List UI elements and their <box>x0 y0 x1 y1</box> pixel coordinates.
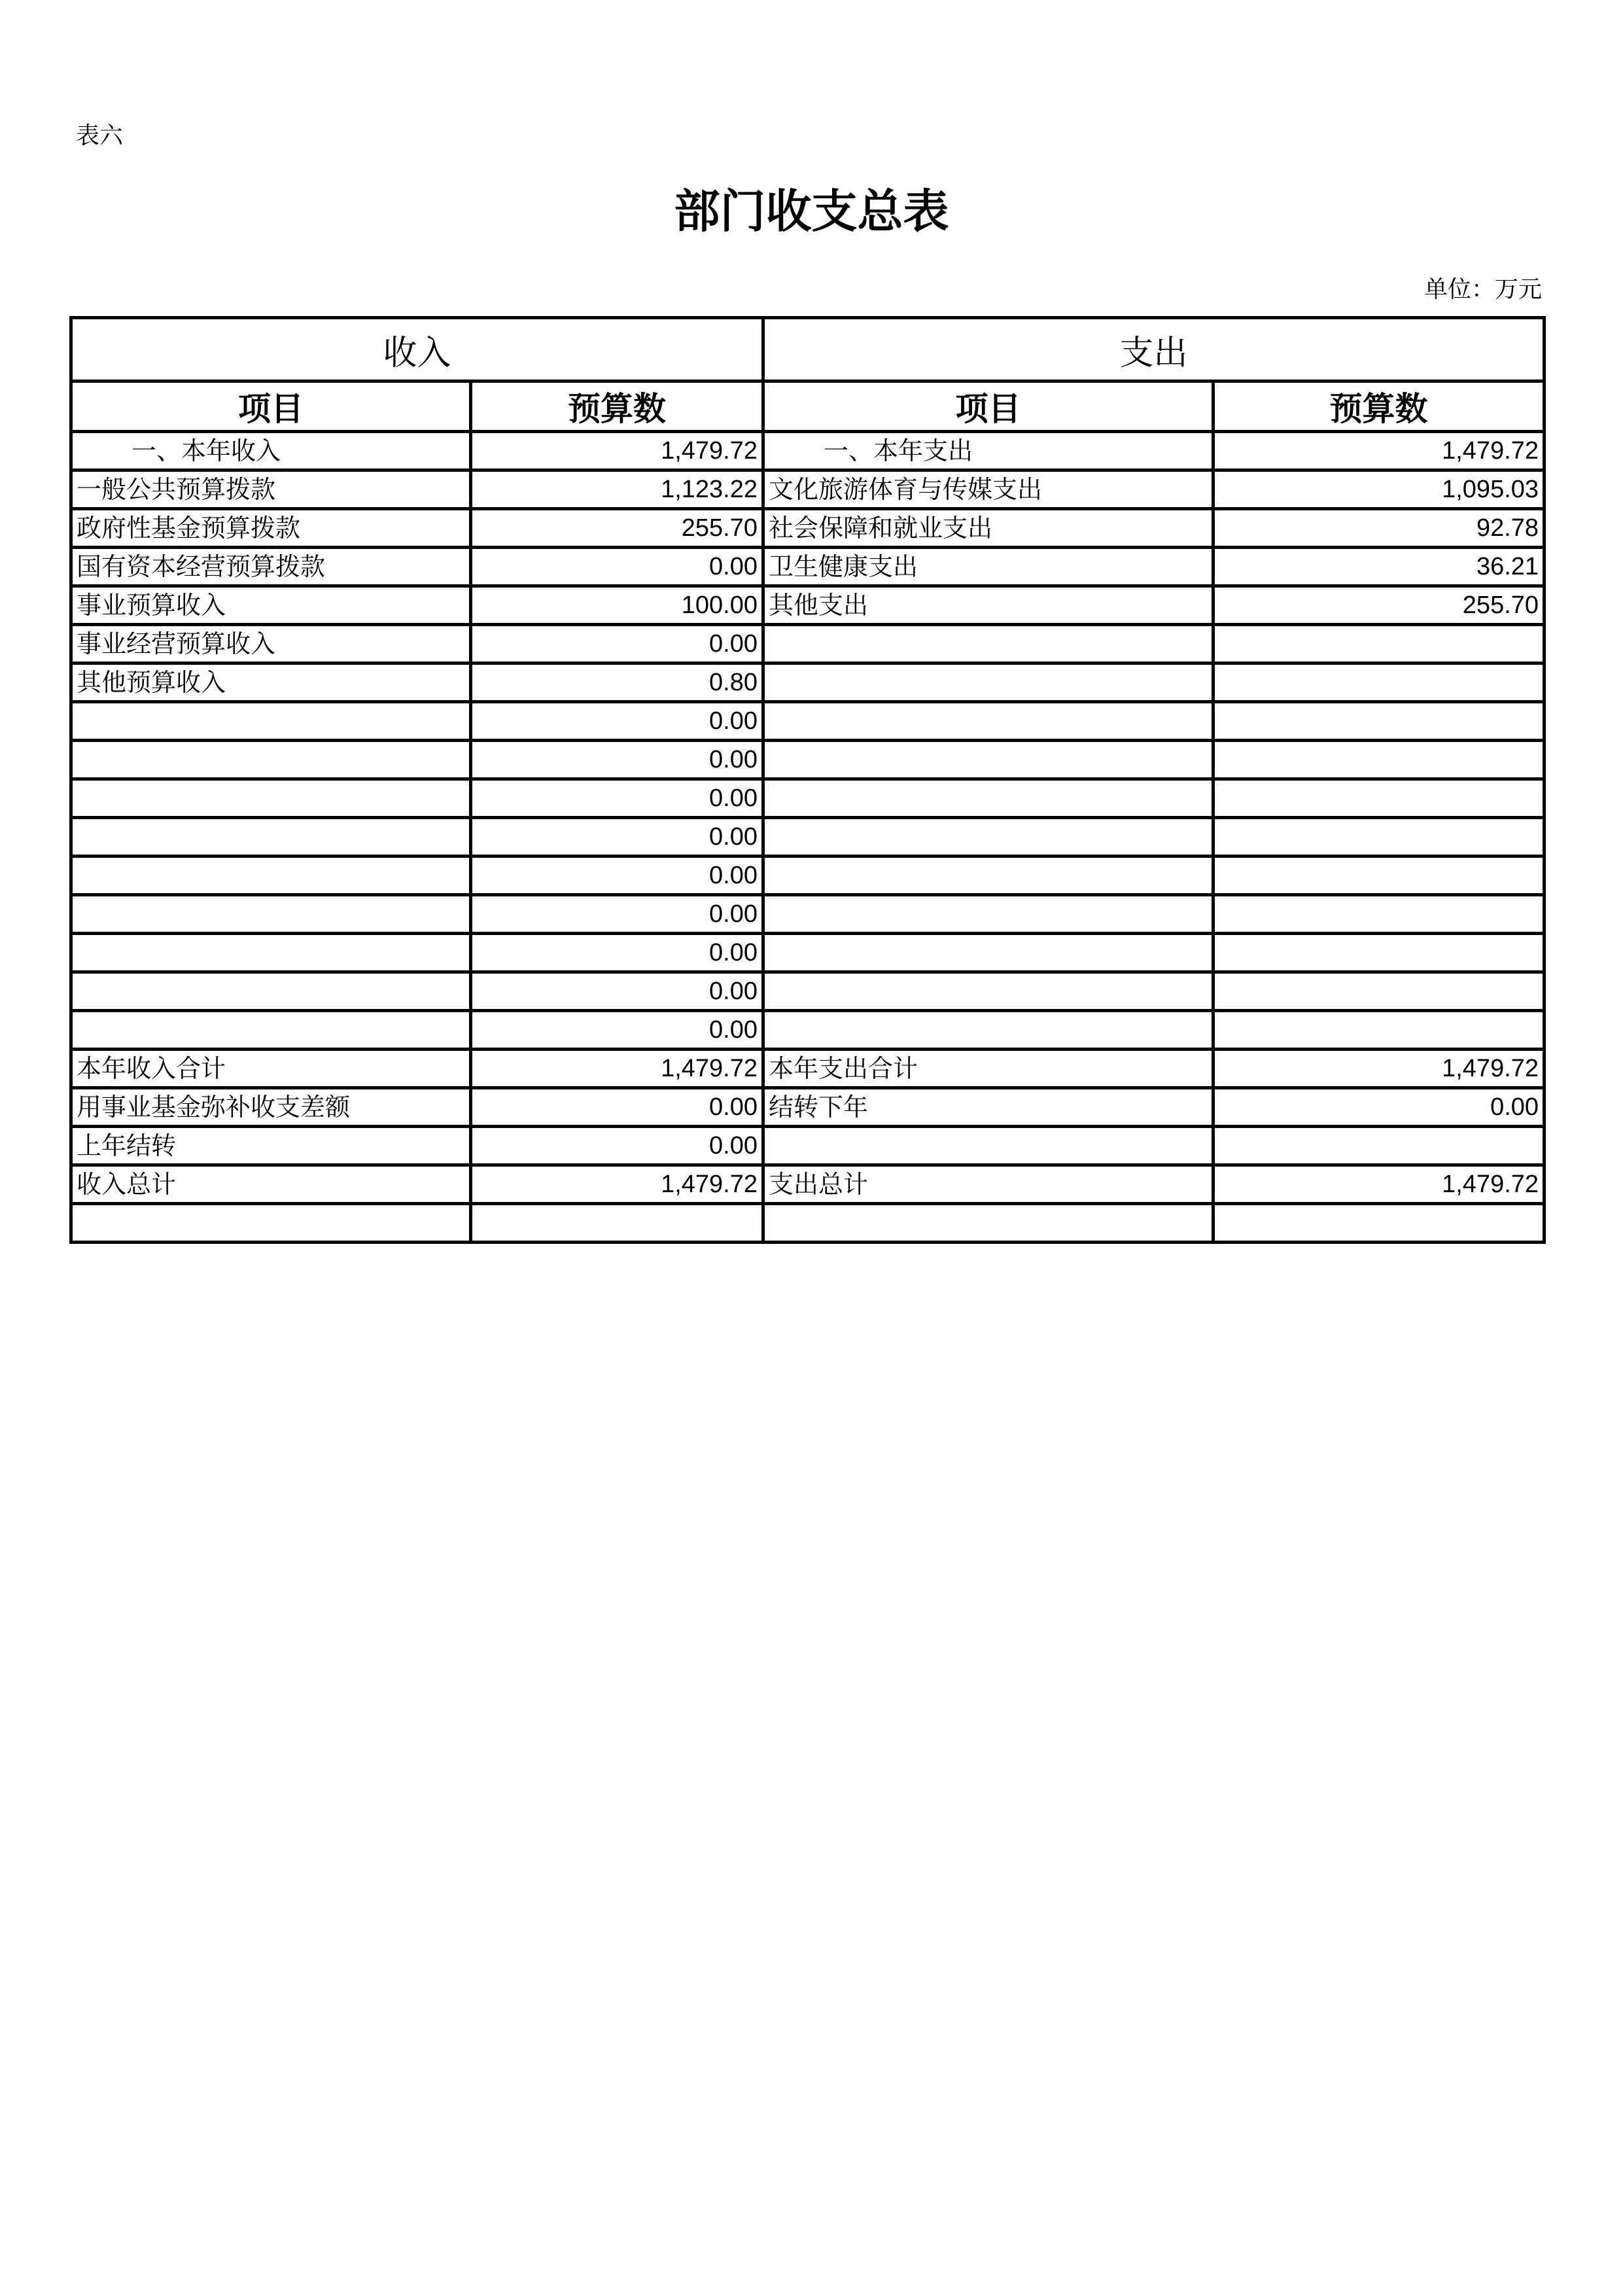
expense-budget-cell: 1,479.72 <box>1213 432 1544 470</box>
income-item-cell: 上年结转 <box>71 1127 471 1165</box>
expense-budget-cell: 1,095.03 <box>1213 470 1544 509</box>
expense-item-cell <box>763 972 1213 1011</box>
page-title: 部门收支总表 <box>674 185 949 238</box>
income-budget-cell: 1,479.72 <box>471 1165 763 1204</box>
income-item-cell: 一、本年收入 <box>71 432 471 470</box>
income-budget-cell: 0.00 <box>471 1088 763 1127</box>
income-budget-cell: 0.00 <box>471 1011 763 1050</box>
expense-budget-cell <box>1213 934 1544 972</box>
table-number: 表六 <box>76 122 124 149</box>
income-item-cell <box>71 702 471 741</box>
table-row <box>71 818 1544 857</box>
budget-summary-table <box>69 316 1546 1244</box>
income-item-cell <box>71 895 471 934</box>
expense-item-cell <box>763 1127 1213 1165</box>
expense-budget-cell: 36.21 <box>1213 548 1544 586</box>
table-row <box>71 702 1544 741</box>
income-budget-cell: 0.00 <box>471 934 763 972</box>
income-budget-cell: 1,479.72 <box>471 1050 763 1088</box>
expense-item-cell <box>763 741 1213 779</box>
expense-budget-cell <box>1213 625 1544 663</box>
expense-budget-cell <box>1213 895 1544 934</box>
table-row <box>71 779 1544 818</box>
expense-item-cell <box>763 818 1213 857</box>
expense-budget-cell: 92.78 <box>1213 509 1544 548</box>
table-row <box>71 1011 1544 1050</box>
income-budget-cell: 1,123.22 <box>471 470 763 509</box>
expense-budget-cell: 1,479.72 <box>1213 1165 1544 1204</box>
income-item-cell <box>71 934 471 972</box>
table-row <box>71 625 1544 663</box>
expense-item-cell <box>763 663 1213 702</box>
expense-item-cell: 支出总计 <box>763 1165 1213 1204</box>
income-item-cell: 用事业基金弥补收支差额 <box>71 1088 471 1127</box>
expense-section-header: 支出 <box>763 318 1544 381</box>
income-item-cell <box>71 741 471 779</box>
income-item-cell: 收入总计 <box>71 1165 471 1204</box>
income-item-cell <box>71 972 471 1011</box>
expense-budget-cell <box>1213 741 1544 779</box>
income-budget-cell: 0.00 <box>471 818 763 857</box>
expense-item-cell <box>763 895 1213 934</box>
expense-budget-cell <box>1213 972 1544 1011</box>
income-budget-cell: 1,479.72 <box>471 432 763 470</box>
expense-item-cell <box>763 702 1213 741</box>
income-budget-cell: 0.00 <box>471 625 763 663</box>
income-budget-header: 预算数 <box>471 381 763 432</box>
expense-budget-cell: 255.70 <box>1213 586 1544 625</box>
income-item-cell: 事业经营预算收入 <box>71 625 471 663</box>
expense-item-cell: 文化旅游体育与传媒支出 <box>763 470 1213 509</box>
table-row <box>71 663 1544 702</box>
income-item-cell: 本年收入合计 <box>71 1050 471 1088</box>
table-row <box>71 586 1544 625</box>
table-row <box>71 509 1544 548</box>
table-row <box>71 432 1544 470</box>
table-row <box>71 741 1544 779</box>
expense-budget-cell <box>1213 702 1544 741</box>
income-item-header: 项目 <box>71 381 471 432</box>
expense-item-cell <box>763 857 1213 895</box>
income-budget-cell: 255.70 <box>471 509 763 548</box>
table-row <box>71 1050 1544 1088</box>
income-item-cell: 国有资本经营预算拨款 <box>71 548 471 586</box>
table-row <box>71 548 1544 586</box>
table-row <box>71 470 1544 509</box>
income-item-cell <box>71 1011 471 1050</box>
income-item-cell: 事业预算收入 <box>71 586 471 625</box>
expense-item-cell: 社会保障和就业支出 <box>763 509 1213 548</box>
income-item-cell: 一般公共预算拨款 <box>71 470 471 509</box>
table-row <box>71 1165 1544 1204</box>
income-budget-cell <box>471 1204 763 1243</box>
income-budget-cell: 0.00 <box>471 972 763 1011</box>
expense-item-cell <box>763 1011 1213 1050</box>
expense-item-cell: 其他支出 <box>763 586 1213 625</box>
expense-item-cell: 一、本年支出 <box>763 432 1213 470</box>
table-row <box>71 895 1544 934</box>
table-row <box>71 1127 1544 1165</box>
unit-label: 单位：万元 <box>1423 276 1542 303</box>
income-item-cell <box>71 1204 471 1243</box>
income-budget-cell: 0.00 <box>471 741 763 779</box>
expense-budget-cell <box>1213 1011 1544 1050</box>
expense-budget-cell <box>1213 1127 1544 1165</box>
table-row <box>71 857 1544 895</box>
expense-item-cell: 卫生健康支出 <box>763 548 1213 586</box>
table-row <box>71 1088 1544 1127</box>
expense-budget-cell <box>1213 1204 1544 1243</box>
income-item-cell <box>71 779 471 818</box>
expense-budget-cell <box>1213 857 1544 895</box>
expense-budget-header: 预算数 <box>1213 381 1544 432</box>
income-item-cell <box>71 818 471 857</box>
table-row <box>71 934 1544 972</box>
expense-budget-cell <box>1213 818 1544 857</box>
expense-item-cell <box>763 779 1213 818</box>
header-row-columns <box>71 381 1544 432</box>
income-item-cell: 其他预算收入 <box>71 663 471 702</box>
expense-budget-cell: 0.00 <box>1213 1088 1544 1127</box>
income-budget-cell: 0.00 <box>471 857 763 895</box>
table-row <box>71 1204 1544 1243</box>
expense-budget-cell <box>1213 663 1544 702</box>
income-budget-cell: 0.80 <box>471 663 763 702</box>
income-budget-cell: 0.00 <box>471 1127 763 1165</box>
expense-item-cell <box>763 1204 1213 1243</box>
income-section-header: 收入 <box>71 318 763 381</box>
expense-item-cell: 结转下年 <box>763 1088 1213 1127</box>
income-budget-cell: 0.00 <box>471 895 763 934</box>
income-item-cell: 政府性基金预算拨款 <box>71 509 471 548</box>
income-budget-cell: 0.00 <box>471 779 763 818</box>
income-item-cell <box>71 857 471 895</box>
income-budget-cell: 100.00 <box>471 586 763 625</box>
table-row <box>71 972 1544 1011</box>
income-budget-cell: 0.00 <box>471 702 763 741</box>
expense-item-cell <box>763 625 1213 663</box>
header-row-sections <box>71 318 1544 381</box>
income-budget-cell: 0.00 <box>471 548 763 586</box>
expense-item-header: 项目 <box>763 381 1213 432</box>
expense-budget-cell: 1,479.72 <box>1213 1050 1544 1088</box>
expense-item-cell: 本年支出合计 <box>763 1050 1213 1088</box>
expense-budget-cell <box>1213 779 1544 818</box>
expense-item-cell <box>763 934 1213 972</box>
